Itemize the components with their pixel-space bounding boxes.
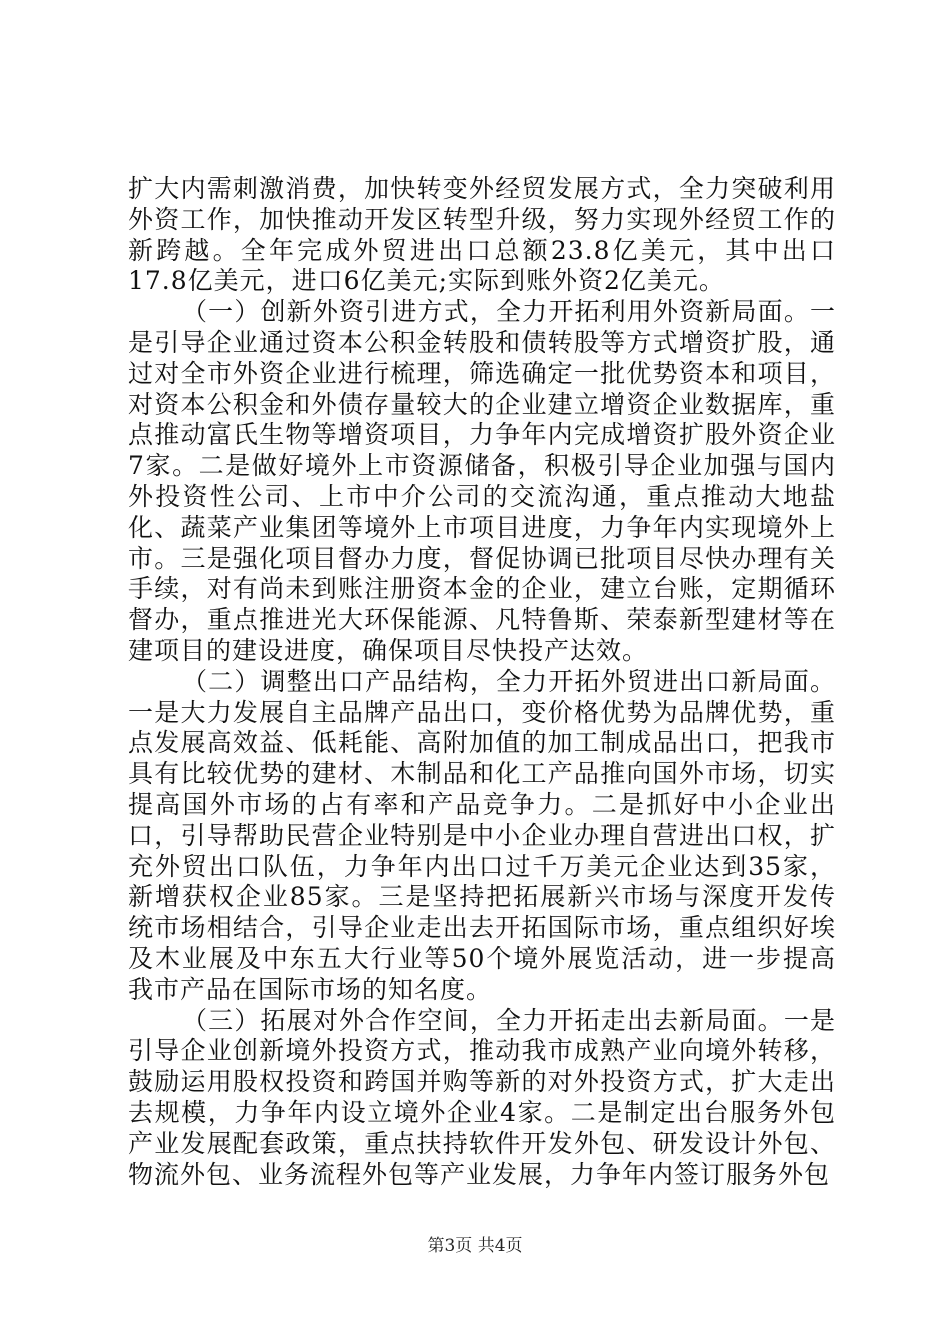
document-body: [128, 174, 836, 1190]
paragraph-outward-cooperation: （三）拓展对外合作空间，全力开拓走出去新局面。一是引导企业创新境外投资方式，推动我市成熟产业向境外转移，鼓励运用股权投资和跨国并购等新的对外投资方式，扩大走出去规模，力争年内设立境外企业4家。二是制定出台服务外包产业发展配套政策，重点扶持软件开发外包、研发设计外包、物流外包、业务流程外包等产业发展，力争年内签订服务外包: [128, 1005, 836, 1189]
page-footer: 第3页 共4页: [427, 1236, 523, 1256]
paragraph-export-structure: （二）调整出口产品结构，全力开拓外贸进出口新局面。一是大力发展自主品牌产品出口，变价格优势为品牌优势，重点发展高效益、低耗能、高附加值的加工制成品出口，把我市具有比较优势的建材、木制品和化工产品推向国外市场，切实提高国外市场的占有率和产品竞争力。二是抓好中小企业出口，引导帮助民营企业特别是中小企业办理自营进出口权，扩充外贸出口队伍，力争年内出口过千万美元企业达到35家，新增获权企业85家。三是坚持把拓展新兴市场与深度开发传统市场相结合，引导企业走出去开拓国际市场，重点组织好埃及木业展及中东五大行业等50个境外展览活动，进一步提高我市产品在国际市场的知名度。: [128, 666, 836, 1004]
paragraph-intro: 扩大内需刺激消费，加快转变外经贸发展方式，全力突破利用外资工作，加快推动开发区转型升级，努力实现外经贸工作的新跨越。全年完成外贸进出口总额23.8亿美元，其中出口17.8亿美元，进口6亿美元;实际到账外资2亿美元。: [128, 174, 836, 296]
paragraph-foreign-investment: （一）创新外资引进方式，全力开拓利用外资新局面。一是引导企业通过资本公积金转股和债转股等方式增资扩股，通过对全市外资企业进行梳理，筛选确定一批优势资本和项目，对资本公积金和外债存量较大的企业建立增资企业数据库，重点推动富氏生物等增资项目，力争年内完成增资扩股外资企业7家。二是做好境外上市资源储备，积极引导企业加强与国内外投资性公司、上市中介公司的交流沟通，重点推动大地盐化、蔬菜产业集团等境外上市项目进度，力争年内实现境外上市。三是强化项目督办力度，督促协调已批项目尽快办理有关手续，对有尚未到账注册资本金的企业，建立台账，定期循环督办，重点推进光大环保能源、凡特鲁斯、荣泰新型建材等在建项目的建设进度，确保项目尽快投产达效。: [128, 297, 836, 665]
